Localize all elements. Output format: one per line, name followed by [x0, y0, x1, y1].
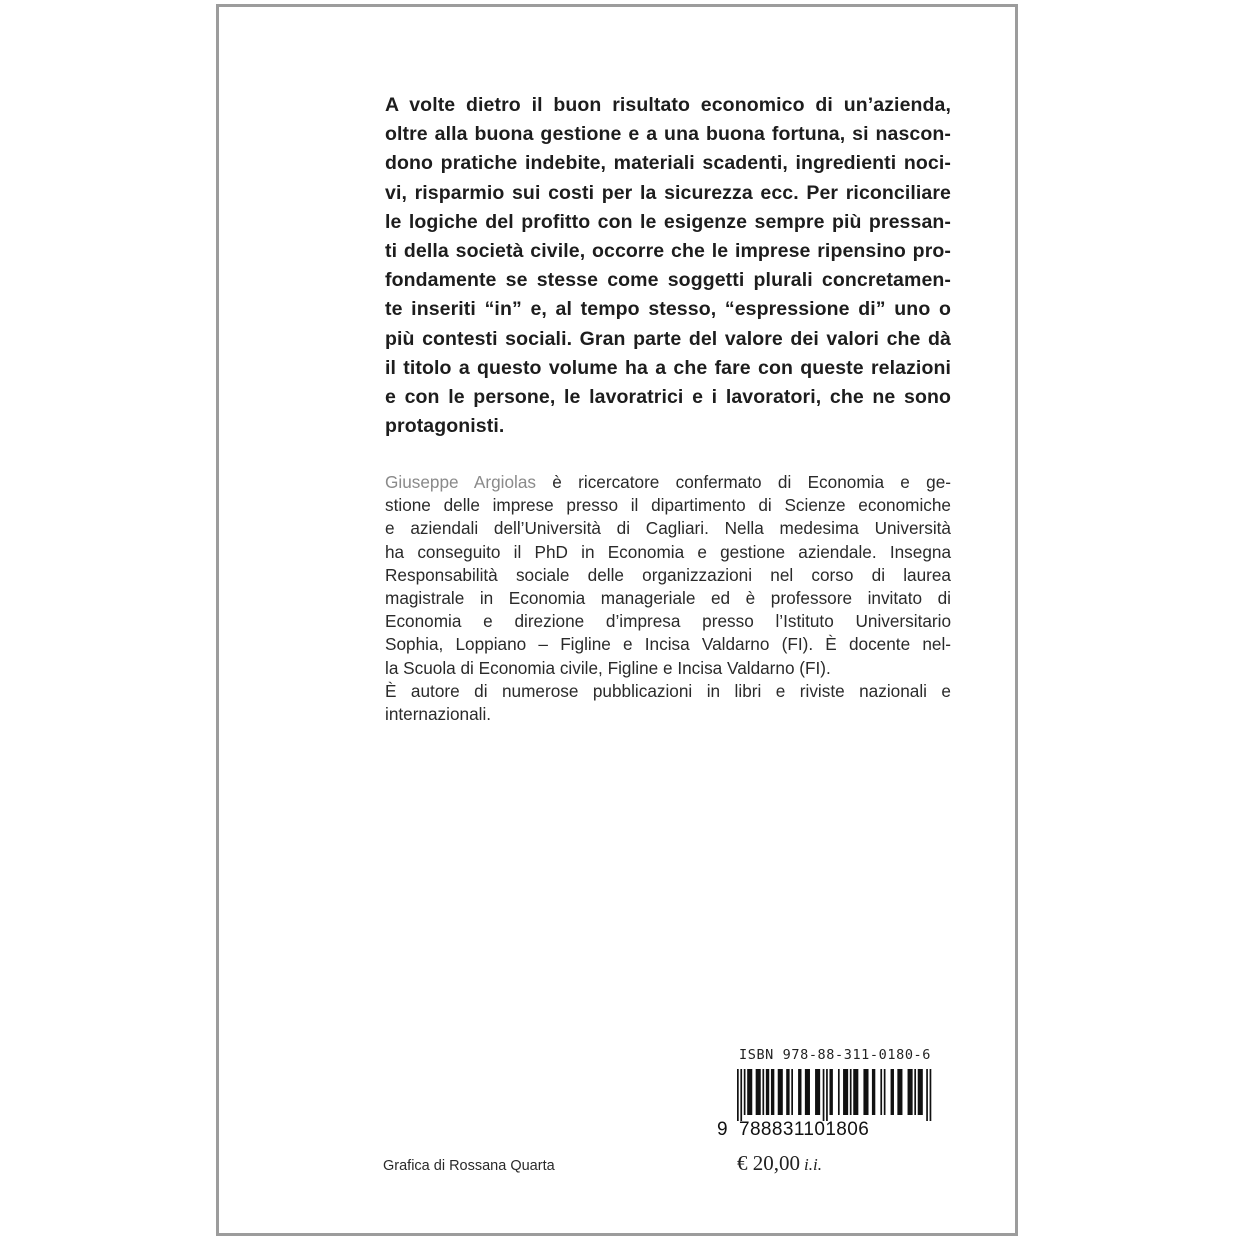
barcode-bar: [829, 1069, 832, 1115]
bio-line: Sophia, Loppiano – Figline e Incisa Valdarno (FI). È docente nel-: [385, 634, 951, 655]
barcode-bar: [863, 1069, 868, 1115]
barcode-bar: [838, 1069, 840, 1115]
author-name: Giuseppe Argiolas: [385, 472, 537, 492]
barcode-bar: [880, 1069, 882, 1115]
barcode-bar: [918, 1069, 923, 1115]
barcode-bar: [740, 1069, 742, 1121]
bio-line: Responsabilità sociale delle organizzazioni nel corso di laurea: [385, 564, 951, 585]
isbn-barcode-icon: [737, 1069, 933, 1121]
barcode-bar: [786, 1069, 789, 1115]
price-suffix: i.i.: [804, 1155, 822, 1174]
barcode-bar: [756, 1069, 761, 1115]
bio-first-line-text: è ricercatore confermato di Economia e ge-: [536, 472, 951, 492]
barcode-bar: [926, 1069, 928, 1121]
blurb-line: ti della società civile, occorre che le imprese ripensino pro-: [385, 240, 951, 263]
barcode-bar: [747, 1069, 752, 1115]
bio-line: stione delle imprese presso il dipartimento di Scienze economiche: [385, 495, 951, 516]
bio-line: magistrale in Economia manageriale ed è professore invitato di: [385, 588, 951, 609]
bio-line: la Scuola di Economia civile, Figline e Incisa Valdarno (FI).: [385, 657, 831, 678]
price: [737, 1151, 822, 1176]
barcode-bar: [897, 1069, 902, 1115]
barcode-bar: [843, 1069, 848, 1115]
barcode-bar: [826, 1069, 828, 1121]
blurb-line: oltre alla buona gestione e a una buona fortuna, si nascon-: [385, 123, 951, 146]
isbn-label: ISBN 978-88-311-0180-6: [739, 1047, 932, 1063]
blurb-line: dono pratiche indebite, materiali scadenti, ingredienti noci-: [385, 152, 951, 175]
barcode-bar: [766, 1069, 769, 1115]
graphic-design-credit: Grafica di Rossana Quarta: [383, 1158, 555, 1174]
barcode-bar: [771, 1069, 774, 1115]
barcode-first-digit: 9: [717, 1119, 728, 1140]
bio-line: [385, 471, 951, 494]
blurb-line: il titolo a questo volume ha a che fare con queste relazioni: [385, 356, 951, 379]
blurb-line: te inseriti “in” e, al tempo stesso, “espressione di” uno o: [385, 298, 951, 321]
barcode-bar: [853, 1069, 858, 1115]
blurb-line: le logiche del profitto con le esigenze sempre più pressan-: [385, 210, 951, 233]
blurb-paragraph: [385, 91, 951, 441]
barcode-bar: [798, 1069, 801, 1115]
barcode-digit-string: 788831101806: [739, 1119, 870, 1140]
barcode-bar: [914, 1069, 916, 1115]
barcode-bar: [805, 1069, 810, 1115]
blurb-line: e con le persone, le lavoratrici e i lavoratori, che ne sono: [385, 386, 951, 409]
barcode-bar: [884, 1069, 886, 1115]
bio-line: È autore di numerose pubblicazioni in libri e riviste nazionali e: [385, 680, 951, 701]
barcode-bar: [823, 1069, 825, 1121]
barcode-bar: [778, 1069, 783, 1115]
barcode-bar: [815, 1069, 820, 1115]
blurb-line: fondamente se stesse come soggetti plurali concretamen-: [385, 269, 951, 292]
barcode-bar: [737, 1069, 739, 1121]
blurb-line: protagonisti.: [385, 415, 505, 438]
back-cover: [216, 4, 1018, 1236]
bio-line: e aziendali dell’Università di Cagliari. Nella medesima Università: [385, 518, 951, 539]
barcode-bar: [930, 1069, 932, 1121]
barcode-bar: [791, 1069, 793, 1115]
barcode-bar: [908, 1069, 913, 1115]
blurb-line: A volte dietro il buon risultato economico di un’azienda,: [385, 94, 951, 116]
bio-line: ha conseguito il PhD in Economia e gestione aziendale. Insegna: [385, 541, 951, 562]
blurb-line: più contesti sociali. Gran parte del valore dei valori che dà: [385, 327, 951, 350]
blurb-line: vi, risparmio sui costi per la sicurezza ecc. Per riconciliare: [385, 181, 951, 204]
bio-line: internazionali.: [385, 704, 492, 725]
barcode-bar: [744, 1069, 746, 1115]
price-amount: € 20,00: [737, 1151, 800, 1175]
barcode-bar: [762, 1069, 764, 1115]
author-bio: [385, 471, 951, 726]
barcode-bar: [850, 1069, 852, 1115]
barcode-bar: [872, 1069, 875, 1115]
bio-line: Economia e direzione d’impresa presso l’Istituto Universitario: [385, 611, 951, 632]
barcode-bar: [891, 1069, 894, 1115]
